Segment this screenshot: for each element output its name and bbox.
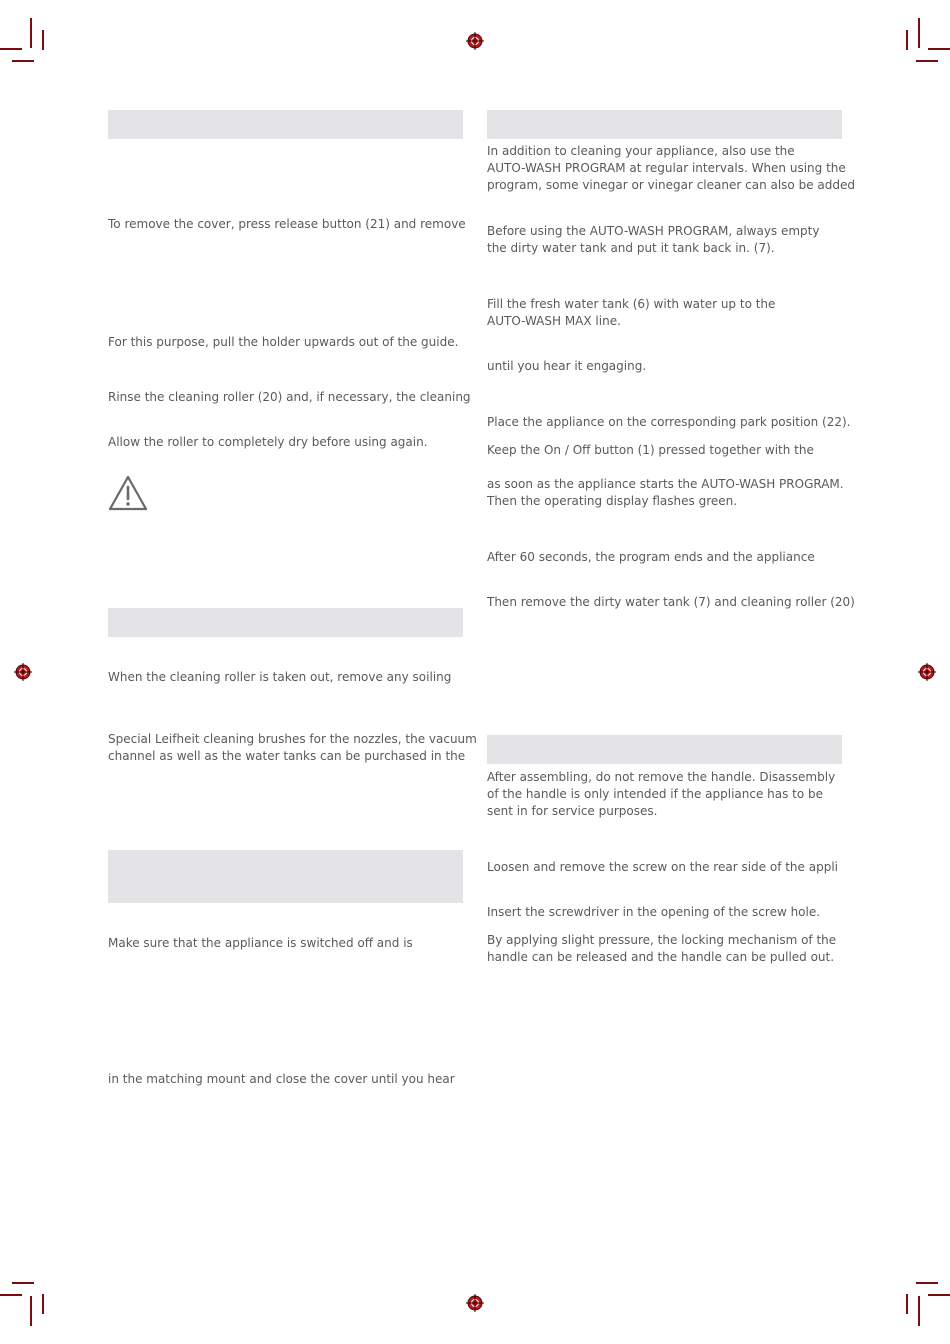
crop-mark bbox=[928, 1294, 950, 1296]
left-paragraph-1: To remove the cover, press release button (21) and remove bbox=[108, 217, 466, 231]
crop-mark bbox=[916, 1282, 938, 1284]
right-paragraph-2 bbox=[487, 223, 819, 257]
right-paragraph-11: Loosen and remove the screw on the rear side of the appli bbox=[487, 860, 838, 874]
text-line: as soon as the appliance starts the AUTO-WASH PROGRAM. bbox=[487, 477, 844, 491]
right-paragraph-5: Place the appliance on the corresponding park position (22). bbox=[487, 415, 851, 429]
registration-mark-icon bbox=[466, 32, 484, 50]
warning-triangle-icon bbox=[108, 475, 148, 511]
left-paragraph-5: When the cleaning roller is taken out, remove any soiling bbox=[108, 670, 452, 684]
text-line: Special Leifheit cleaning brushes for the nozzles, the vacuum bbox=[108, 732, 477, 746]
section-heading-bar-left-3 bbox=[108, 850, 463, 903]
crop-mark bbox=[30, 1296, 32, 1326]
crop-mark bbox=[918, 1296, 920, 1326]
text-line: By applying slight pressure, the locking mechanism of the bbox=[487, 933, 837, 947]
left-paragraph-6 bbox=[108, 731, 477, 765]
crop-mark bbox=[928, 48, 950, 50]
text-line: After assembling, do not remove the handle. Disassembly bbox=[487, 770, 836, 784]
registration-mark-icon bbox=[466, 1294, 484, 1312]
right-paragraph-3 bbox=[487, 296, 775, 330]
text-line: of the handle is only intended if the appliance has to be bbox=[487, 787, 824, 801]
section-heading-bar-left-2 bbox=[108, 608, 463, 637]
crop-mark bbox=[906, 30, 908, 50]
registration-mark-icon bbox=[14, 663, 32, 681]
section-heading-bar-right-2 bbox=[487, 735, 842, 764]
text-line: In addition to cleaning your appliance, also use the bbox=[487, 144, 795, 158]
text-line: AUTO-WASH MAX line. bbox=[487, 314, 621, 328]
text-line: Then the operating display flashes green. bbox=[487, 494, 738, 508]
crop-mark bbox=[42, 30, 44, 50]
right-paragraph-12: Insert the screwdriver in the opening of the screw hole. bbox=[487, 905, 821, 919]
right-paragraph-1 bbox=[487, 143, 855, 194]
registration-mark-icon bbox=[918, 663, 936, 681]
text-line: AUTO-WASH PROGRAM at regular intervals. When using the bbox=[487, 161, 846, 175]
crop-mark bbox=[42, 1294, 44, 1314]
crop-mark bbox=[918, 18, 920, 48]
text-line: Fill the fresh water tank (6) with water up to the bbox=[487, 297, 776, 311]
left-paragraph-3: Rinse the cleaning roller (20) and, if necessary, the cleaning bbox=[108, 390, 471, 404]
right-paragraph-10 bbox=[487, 769, 835, 820]
crop-mark bbox=[30, 18, 32, 48]
crop-mark bbox=[0, 1294, 22, 1296]
left-paragraph-4: Allow the roller to completely dry before using again. bbox=[108, 435, 428, 449]
crop-mark bbox=[12, 1282, 34, 1284]
left-paragraph-8: in the matching mount and close the cover until you hear bbox=[108, 1072, 455, 1086]
right-paragraph-4: until you hear it engaging. bbox=[487, 359, 647, 373]
crop-mark bbox=[0, 48, 22, 50]
left-paragraph-2: For this purpose, pull the holder upwards out of the guide. bbox=[108, 335, 459, 349]
crop-mark bbox=[916, 60, 938, 62]
left-paragraph-7: Make sure that the appliance is switched off and is bbox=[108, 936, 413, 950]
text-line: program, some vinegar or vinegar cleaner can also be added bbox=[487, 178, 855, 192]
crop-mark bbox=[906, 1294, 908, 1314]
right-paragraph-6: Keep the On / Off button (1) pressed together with the bbox=[487, 443, 814, 457]
crop-mark bbox=[12, 60, 34, 62]
right-paragraph-13 bbox=[487, 932, 836, 966]
right-paragraph-9: Then remove the dirty water tank (7) and cleaning roller (20) bbox=[487, 595, 855, 609]
text-line: handle can be released and the handle can be pulled out. bbox=[487, 950, 835, 964]
text-line: sent in for service purposes. bbox=[487, 804, 658, 818]
right-paragraph-8: After 60 seconds, the program ends and the appliance bbox=[487, 550, 815, 564]
text-line: Before using the AUTO-WASH PROGRAM, always empty bbox=[487, 224, 820, 238]
text-line: the dirty water tank and put it tank back in. (7). bbox=[487, 241, 775, 255]
section-heading-bar-left-1 bbox=[108, 110, 463, 139]
section-heading-bar-right-1 bbox=[487, 110, 842, 139]
text-line: channel as well as the water tanks can be purchased in the bbox=[108, 749, 466, 763]
right-paragraph-7 bbox=[487, 476, 844, 510]
